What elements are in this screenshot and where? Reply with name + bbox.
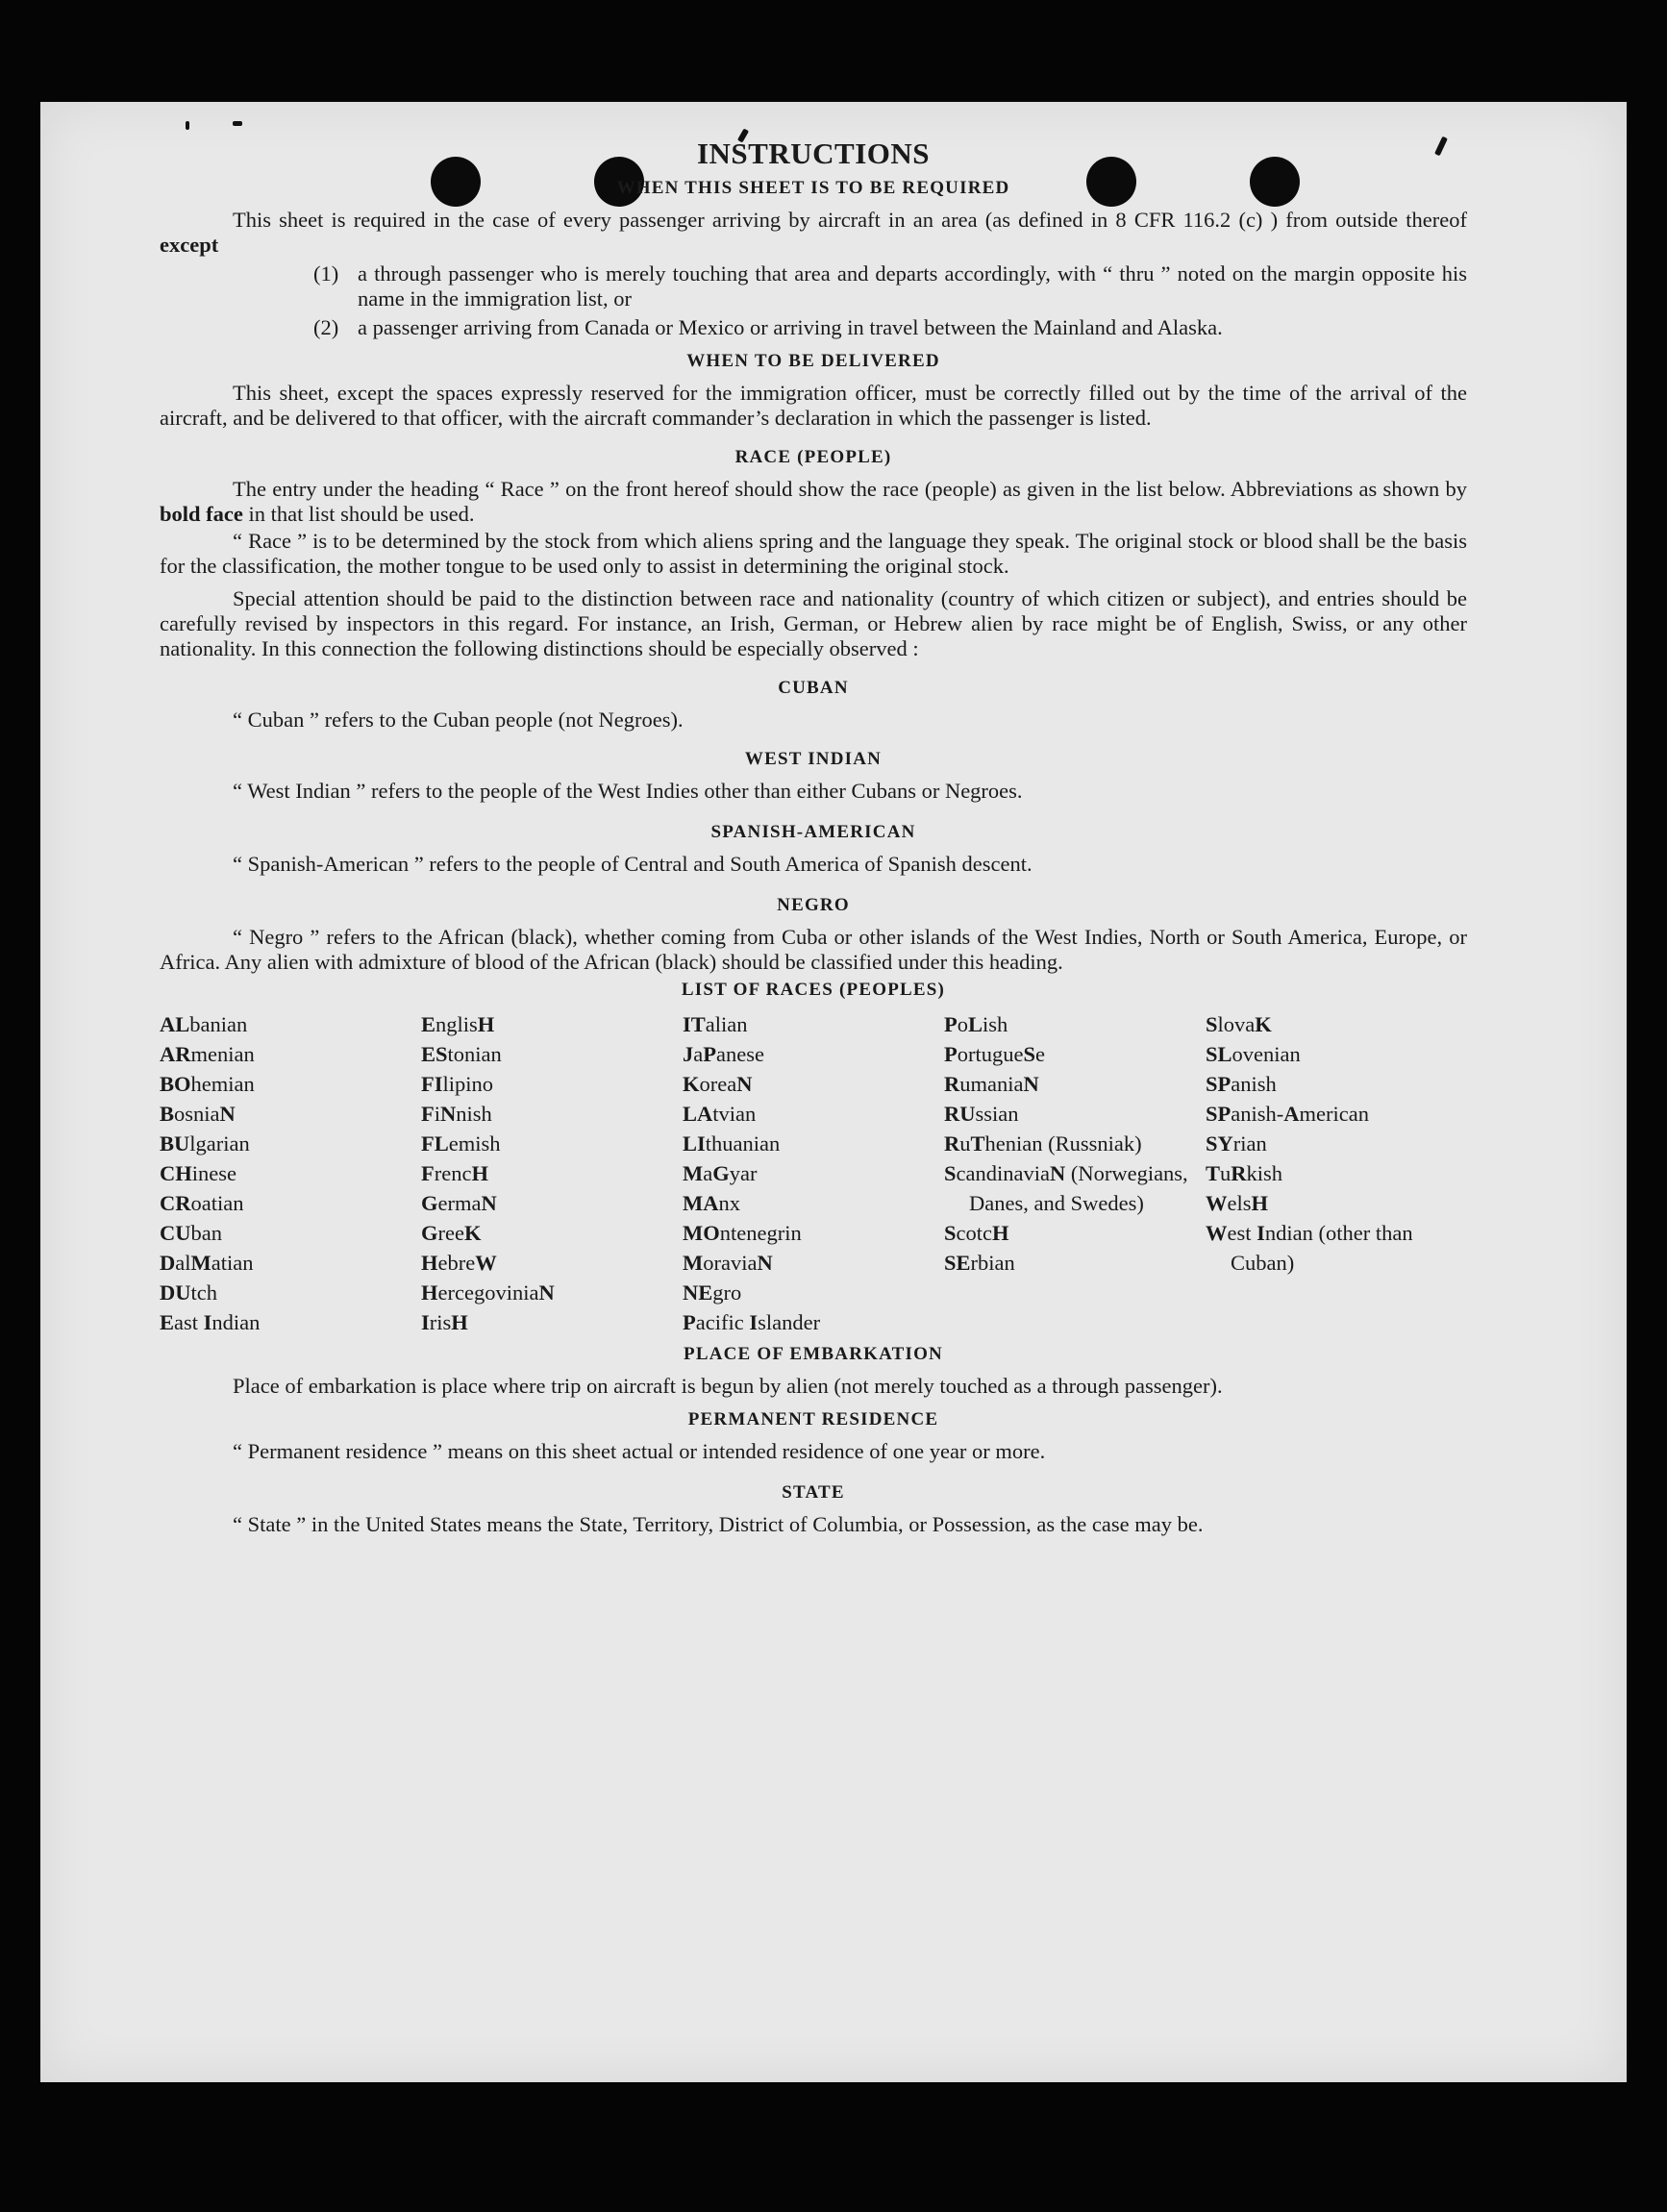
ink-speck	[186, 121, 189, 130]
race-entry: CHinese	[160, 1161, 236, 1185]
race-entry: RUssian	[944, 1102, 1019, 1126]
heading-west-indian: WEST INDIAN	[744, 749, 883, 769]
exception-text: a through passenger who is merely touching that area and departs accordingly, with “ thru ” noted on the margin opposite his name in the immigration list, or	[358, 261, 1467, 311]
race-entry: HebreW	[421, 1251, 497, 1275]
race-paragraph-2: “ Race ” is to be determined by the stock from which aliens spring and the language they speak. The original stock or blood shall be the basis for the classification, the mother tongue to be used only to assist in determining the original stock.	[160, 529, 1467, 578]
race-entry: MAnx	[683, 1191, 740, 1215]
race-entry: SPanish-American	[1206, 1102, 1369, 1126]
heading-state: STATE	[782, 1482, 845, 1503]
west-indian-text: “ West Indian ” refers to the people of the West Indies other than either Cubans or Negroes.	[233, 779, 1023, 803]
races-column	[944, 1009, 1206, 1337]
heading-embarkation: PLACE OF EMBARKATION	[684, 1344, 943, 1364]
when-required-intro-text: This sheet is required in the case of every passenger arriving by aircraft in an area (as defined in 8 CFR 116.2 (c) ) from outside thereof	[233, 208, 1467, 232]
race-entry: Pacific Islander	[683, 1310, 821, 1334]
when-delivered-text: This sheet, except the spaces expressly reserved for the immigration officer, must be correctly filled out by the time of the arrival of the aircraft, and be delivered to that officer, with the aircraft commander’s declaration in which the passenger is listed.	[160, 381, 1467, 430]
race-entry: KoreaN	[683, 1072, 753, 1096]
race-entry: WelsH	[1206, 1191, 1269, 1215]
races-column	[1206, 1009, 1467, 1337]
race-entry: JaPanese	[683, 1042, 764, 1066]
heading-race: RACE (PEOPLE)	[734, 447, 892, 467]
race-entry: MoraviaN	[683, 1251, 773, 1275]
race-entry: ARmenian	[160, 1042, 255, 1066]
race-entry: MaGyar	[683, 1161, 758, 1185]
when-required-except: except	[160, 233, 219, 257]
race-paragraph-3: Special attention should be paid to the distinction between race and nationality (country of which citizen or subject), and entries should be carefully revised by inspectors in this regard. For instance, an Irish, German, or Hebrew alien by race might be of English, Swiss, or any other nationality. In this connection the following distinctions should be especially observed :	[160, 586, 1467, 660]
race-paragraph-1	[160, 477, 1467, 527]
exception-item	[313, 315, 1467, 340]
race-entry: PortugueSe	[944, 1042, 1045, 1066]
race-entry: ITalian	[683, 1012, 748, 1036]
race-entry: FiNnish	[421, 1102, 492, 1126]
heading-negro: NEGRO	[777, 895, 850, 915]
race-entry: CRoatian	[160, 1191, 244, 1215]
heading-when-delivered: WHEN TO BE DELIVERED	[686, 351, 940, 371]
race-entry: SlovaK	[1206, 1012, 1272, 1036]
spanish-american-text: “ Spanish-American ” refers to the people of Central and South America of Spanish descent.	[233, 852, 1033, 876]
exception-number: (2)	[313, 315, 339, 339]
race-entry: EStonian	[421, 1042, 502, 1066]
residence-text: “ Permanent residence ” means on this sheet actual or intended residence of one year or more.	[233, 1439, 1046, 1463]
state-text: “ State ” in the United States means the State, Territory, District of Columbia, or Possession, as the case may be.	[233, 1512, 1204, 1536]
exception-item	[313, 261, 1467, 311]
race-entry: SPanish	[1206, 1072, 1277, 1096]
race-entry: LIthuanian	[683, 1131, 781, 1156]
race-p1-bold: bold face	[160, 502, 243, 526]
race-entry: CUban	[160, 1221, 222, 1245]
race-p1-text-a: The entry under the heading “ Race ” on the front hereof should show the race (people) as given in the list below. Abbreviations as shown by	[233, 477, 1467, 501]
race-entry: PoLish	[944, 1012, 1008, 1036]
race-entry: NEgro	[683, 1280, 742, 1305]
race-entry: FIlipino	[421, 1072, 494, 1096]
race-entry: ALbanian	[160, 1012, 248, 1036]
races-column	[683, 1009, 944, 1337]
instructions-content	[160, 135, 1467, 1539]
race-entry: FLemish	[421, 1131, 501, 1156]
race-entry: FrencH	[421, 1161, 488, 1185]
race-entry: RumaniaN	[944, 1072, 1039, 1096]
race-entry: GreeK	[421, 1221, 482, 1245]
negro-text: “ Negro ” refers to the African (black), whether coming from Cuba or other islands of the West Indies, North or South America, Europe, or Africa. Any alien with admixture of blood of the African (black) should be classified under this heading.	[160, 925, 1467, 974]
race-entry: LAtvian	[683, 1102, 757, 1126]
exception-number: (1)	[313, 261, 339, 286]
race-entry: SErbian	[944, 1251, 1015, 1275]
races-list	[160, 1009, 1467, 1337]
race-entry: HercegoviniaN	[421, 1280, 555, 1305]
race-entry: MOntenegrin	[683, 1221, 802, 1245]
race-entry: ScotcH	[944, 1221, 1009, 1245]
heading-list-of-races: LIST OF RACES (PEOPLES)	[681, 980, 946, 1000]
heading-cuban: CUBAN	[778, 678, 849, 698]
race-entry: BosniaN	[160, 1102, 236, 1126]
race-entry: SYrian	[1206, 1131, 1267, 1156]
embarkation-text: Place of embarkation is place where trip on aircraft is begun by alien (not merely touched as a through passenger).	[233, 1374, 1223, 1398]
race-entry: DUtch	[160, 1280, 217, 1305]
ink-speck	[233, 121, 242, 126]
race-entry: TuRkish	[1206, 1161, 1283, 1185]
heading-spanish-american: SPANISH-AMERICAN	[710, 822, 916, 842]
page-title: INSTRUCTIONS	[696, 137, 930, 170]
heading-when-required: WHEN THIS SHEET IS TO BE REQUIRED	[616, 178, 1010, 198]
race-entry: West Indian (other than Cuban)	[1206, 1221, 1413, 1275]
race-entry: EnglisH	[421, 1012, 495, 1036]
race-entry: BUlgarian	[160, 1131, 250, 1156]
race-entry: GermaN	[421, 1191, 497, 1215]
race-entry: IrisH	[421, 1310, 468, 1334]
exception-text: a passenger arriving from Canada or Mexico or arriving in travel between the Mainland and Alaska.	[358, 315, 1223, 339]
race-p1-text-b: in that list should be used.	[248, 502, 475, 526]
race-entry: ScandinaviaN (Norwegians, Danes, and Swedes)	[944, 1161, 1188, 1215]
when-required-intro	[160, 208, 1467, 258]
race-entry: SLovenian	[1206, 1042, 1301, 1066]
cuban-text: “ Cuban ” refers to the Cuban people (not Negroes).	[233, 708, 684, 732]
race-entry: RuThenian (Russniak)	[944, 1131, 1142, 1156]
heading-permanent-residence: PERMANENT RESIDENCE	[687, 1409, 939, 1429]
race-entry: DalMatian	[160, 1251, 254, 1275]
races-column	[160, 1009, 421, 1337]
races-column	[421, 1009, 683, 1337]
race-entry: BOhemian	[160, 1072, 255, 1096]
race-entry: East Indian	[160, 1310, 261, 1334]
